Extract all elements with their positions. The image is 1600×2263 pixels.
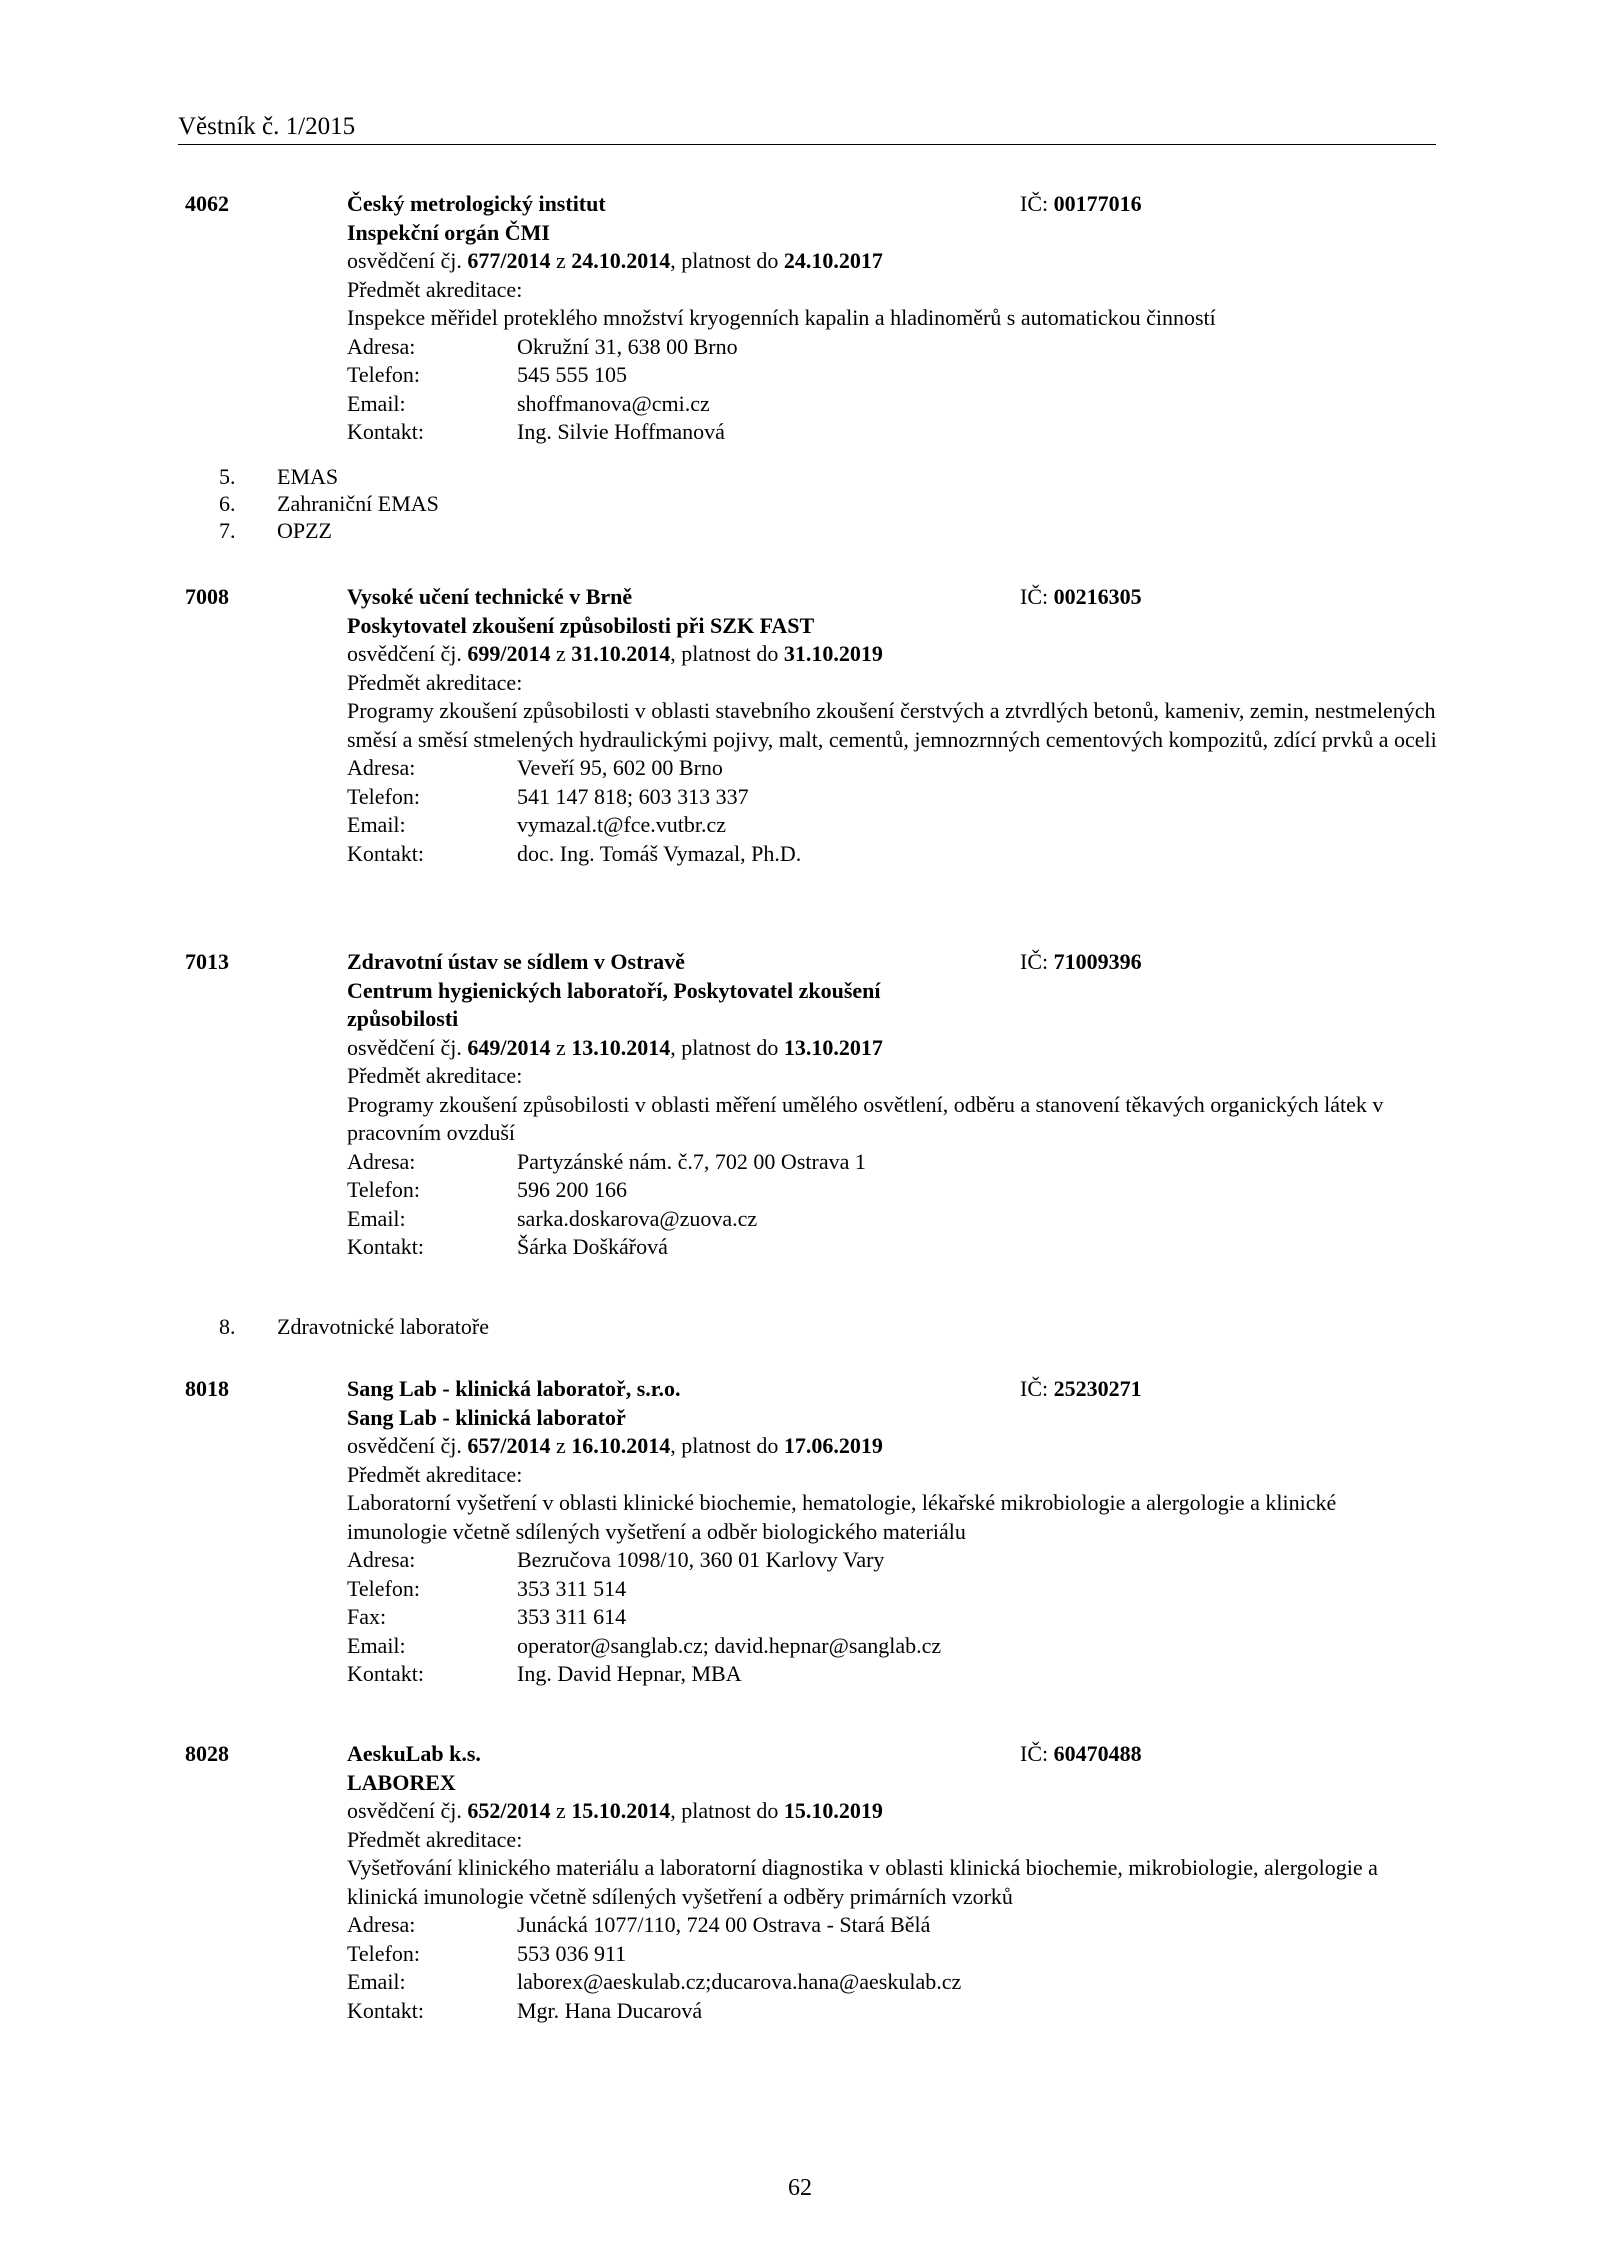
cert-prefix: osvědčení čj. <box>347 641 462 666</box>
contact-field-row <box>347 1660 1437 1689</box>
field-label: Telefon: <box>347 783 420 809</box>
entry-number: 8028 <box>185 1741 229 1766</box>
field-value: 545 555 105 <box>517 362 627 387</box>
section-label: OPZZ <box>277 518 332 543</box>
entry-body <box>347 1375 1437 1689</box>
contact-field-row <box>347 1205 1437 1234</box>
field-value: Veveří 95, 602 00 Brno <box>517 755 723 780</box>
field-value: sarka.doskarova@zuova.cz <box>517 1205 758 1231</box>
subject-label: Předmět akreditace: <box>347 276 523 302</box>
cert-valid-until: 31.10.2019 <box>783 641 883 666</box>
cert-z: z <box>555 1798 566 1823</box>
subject-text: Inspekce měřidel proteklého množství kryogenních kapalin a hladinoměrů s automatickou činností <box>347 305 1216 330</box>
entry-body <box>347 948 1437 1262</box>
ic-number <box>1020 948 1142 977</box>
contact-field-row <box>347 1632 1437 1661</box>
ic-value: 60470488 <box>1053 1741 1142 1766</box>
field-label: Kontakt: <box>347 1997 424 2023</box>
field-value: Partyzánské nám. č.7, 702 00 Ostrava 1 <box>517 1148 866 1174</box>
cert-date: 13.10.2014 <box>571 1034 671 1060</box>
subject-label: Předmět akreditace: <box>347 1461 523 1487</box>
field-value: Junácká 1077/110, 724 00 Ostrava - Stará Bělá <box>517 1912 931 1937</box>
section-label: EMAS <box>277 464 339 489</box>
field-value: vymazal.t@fce.vutbr.cz <box>517 812 726 837</box>
field-label: Kontakt: <box>347 840 424 866</box>
section-label: Zdravotnické laboratoře <box>277 1314 489 1339</box>
entity-name: Vysoké učení technické v Brně <box>347 584 633 609</box>
contact-field-row <box>347 333 1437 362</box>
entity-name: Sang Lab - klinická laboratoř, s.r.o. <box>347 1376 681 1401</box>
cert-valid-until: 15.10.2019 <box>783 1798 883 1823</box>
entry-body <box>347 190 1437 447</box>
subject-text: Programy zkoušení způsobilosti v oblasti stavebního zkoušení čerstvých a ztvrdlých betonů, kameniv, zemin, nestmelených směsí a směsí stmelených hydraulickými pojivy, malt, cementů, jemnozrnných cementových kompozitů, zdící prvků a oceli <box>347 698 1437 752</box>
field-label: Telefon: <box>347 1575 420 1601</box>
field-label: Telefon: <box>347 1177 420 1202</box>
field-value: laborex@aeskulab.cz;ducarova.hana@aeskulab.cz <box>517 1969 962 1994</box>
section-item <box>219 517 439 544</box>
cert-date: 24.10.2014 <box>571 248 671 273</box>
section-list-health-labs <box>219 1313 489 1340</box>
field-value: operator@sanglab.cz; david.hepnar@sanglab.cz <box>517 1632 942 1658</box>
field-label: Telefon: <box>347 362 420 387</box>
ic-value: 00216305 <box>1053 584 1142 609</box>
subject-label: Předmět akreditace: <box>347 1063 523 1088</box>
cert-validity-label: , platnost do <box>670 1433 779 1458</box>
certificate-line <box>347 640 1437 669</box>
entity-name-row <box>347 948 1437 977</box>
cert-z: z <box>555 1034 566 1060</box>
cert-validity-label: , platnost do <box>670 1798 779 1823</box>
section-item <box>219 1313 489 1340</box>
field-value: doc. Ing. Tomáš Vymazal, Ph.D. <box>517 840 802 866</box>
contact-field-row <box>347 418 1437 447</box>
cert-number: 652/2014 <box>467 1798 551 1823</box>
field-value: Mgr. Hana Ducarová <box>517 1997 703 2023</box>
contact-field-row <box>347 1546 1437 1575</box>
ic-label: IČ: <box>1020 1741 1049 1766</box>
cert-prefix: osvědčení čj. <box>347 1034 462 1060</box>
field-label: Adresa: <box>347 1912 416 1937</box>
contact-field-row <box>347 754 1437 783</box>
subname-line: Sang Lab - klinická laboratoř <box>347 1404 626 1430</box>
page-number: 62 <box>788 2175 812 2201</box>
section-item <box>219 463 439 490</box>
contact-field-row <box>347 811 1437 840</box>
cert-z: z <box>555 641 566 666</box>
field-label: Adresa: <box>347 333 416 359</box>
certificate-line <box>347 1034 1437 1063</box>
field-value: 553 036 911 <box>517 1940 627 1966</box>
entity-name: Český metrologický institut <box>347 191 606 216</box>
contact-field-row <box>347 1911 1437 1940</box>
entry-number: 8018 <box>185 1376 229 1401</box>
subname-line: Poskytovatel zkoušení způsobilosti při SZK FAST <box>347 612 815 638</box>
ic-label: IČ: <box>1020 1376 1049 1401</box>
subject-text: Programy zkoušení způsobilosti v oblasti měření umělého osvětlení, odběru a stanovení těkavých organických látek v pracovním ovzduší <box>347 1091 1384 1145</box>
entry-number: 7008 <box>185 584 229 609</box>
section-number: 7. <box>219 518 236 543</box>
cert-valid-until: 13.10.2017 <box>783 1034 883 1060</box>
subname-line: způsobilosti <box>347 1006 459 1031</box>
field-label: Email: <box>347 390 406 416</box>
entry-number: 4062 <box>185 191 229 216</box>
field-label: Kontakt: <box>347 1661 424 1686</box>
cert-validity-label: , platnost do <box>670 641 779 666</box>
cert-date: 15.10.2014 <box>571 1798 671 1823</box>
certificate-line <box>347 1432 1437 1461</box>
certificate-line <box>347 247 1437 276</box>
subject-text: Vyšetřování klinického materiálu a laboratorní diagnostika v oblasti klinická biochemie, mikrobiologie, alergologie a klinická imunologie včetně sdílených vyšetření a odběry primárních vzorků <box>347 1855 1378 1909</box>
section-number: 8. <box>219 1314 236 1339</box>
subname-line: LABOREX <box>347 1769 456 1795</box>
section-label: Zahraniční EMAS <box>277 491 439 516</box>
cert-date: 16.10.2014 <box>571 1433 671 1458</box>
ic-label: IČ: <box>1020 949 1049 974</box>
entity-name: Zdravotní ústav se sídlem v Ostravě <box>347 949 685 974</box>
ic-number <box>1020 190 1142 219</box>
cert-number: 657/2014 <box>467 1433 551 1458</box>
ic-value: 00177016 <box>1053 191 1142 216</box>
entity-name: AeskuLab k.s. <box>347 1741 481 1766</box>
subname-line: Inspekční orgán ČMI <box>347 219 550 245</box>
field-value: 596 200 166 <box>517 1177 627 1202</box>
contact-field-row <box>347 361 1437 390</box>
ic-value: 71009396 <box>1053 949 1142 974</box>
entity-name-row <box>347 1375 1437 1404</box>
contact-field-row <box>347 783 1437 812</box>
field-label: Email: <box>347 812 406 837</box>
contact-field-row <box>347 1148 1437 1177</box>
section-number: 6. <box>219 491 236 516</box>
subject-text: Laboratorní vyšetření v oblasti klinické biochemie, hematologie, lékařské mikrobiologie a alergologie a klinické imunologie včetně sdílených vyšetření a odběr biologického materiálu <box>347 1490 1337 1544</box>
ic-number <box>1020 1375 1142 1404</box>
cert-prefix: osvědčení čj. <box>347 248 462 273</box>
field-value: 353 311 614 <box>517 1604 627 1629</box>
field-label: Telefon: <box>347 1940 420 1966</box>
page-header <box>178 112 1436 145</box>
ic-value: 25230271 <box>1053 1376 1142 1401</box>
subject-label: Předmět akreditace: <box>347 1826 523 1852</box>
field-value: Šárka Doškářová <box>517 1234 668 1259</box>
field-label: Kontakt: <box>347 1234 424 1259</box>
cert-validity-label: , platnost do <box>670 248 779 273</box>
cert-valid-until: 17.06.2019 <box>783 1433 883 1458</box>
entity-name-row <box>347 583 1437 612</box>
contact-field-row <box>347 1968 1437 1997</box>
entry-body <box>347 1740 1437 2025</box>
field-label: Fax: <box>347 1604 387 1629</box>
section-number: 5. <box>219 464 236 489</box>
field-value: Bezručova 1098/10, 360 01 Karlovy Vary <box>517 1547 885 1572</box>
entity-name-row <box>347 190 1437 219</box>
cert-number: 699/2014 <box>467 641 551 666</box>
field-label: Email: <box>347 1969 406 1994</box>
cert-number: 649/2014 <box>467 1034 551 1060</box>
cert-z: z <box>555 1433 566 1458</box>
cert-valid-until: 24.10.2017 <box>783 248 883 273</box>
entry-number: 7013 <box>185 949 229 974</box>
field-label: Email: <box>347 1632 406 1658</box>
field-label: Adresa: <box>347 755 416 780</box>
entry-body <box>347 583 1437 868</box>
ic-label: IČ: <box>1020 584 1049 609</box>
entity-name-row <box>347 1740 1437 1769</box>
cert-prefix: osvědčení čj. <box>347 1433 462 1458</box>
ic-number <box>1020 1740 1142 1769</box>
cert-validity-label: , platnost do <box>670 1034 779 1060</box>
cert-prefix: osvědčení čj. <box>347 1798 462 1823</box>
field-label: Adresa: <box>347 1148 416 1174</box>
ic-number <box>1020 583 1142 612</box>
field-value: shoffmanova@cmi.cz <box>517 390 710 416</box>
section-list-emas-opzz <box>219 463 439 544</box>
cert-number: 677/2014 <box>467 248 551 273</box>
ic-label: IČ: <box>1020 191 1049 216</box>
contact-field-row <box>347 1997 1437 2026</box>
field-label: Kontakt: <box>347 419 424 444</box>
contact-field-row <box>347 1940 1437 1969</box>
certificate-line <box>347 1797 1437 1826</box>
cert-z: z <box>555 248 566 273</box>
field-value: Ing. Silvie Hoffmanová <box>517 419 725 444</box>
subname-line: Centrum hygienických laboratoří, Poskytovatel zkoušení <box>347 977 881 1003</box>
field-label: Adresa: <box>347 1547 416 1572</box>
field-value: 353 311 514 <box>517 1575 627 1601</box>
section-item <box>219 490 439 517</box>
field-value: Ing. David Hepnar, MBA <box>517 1661 742 1686</box>
contact-field-row <box>347 1176 1437 1205</box>
contact-field-row <box>347 1575 1437 1604</box>
contact-field-row <box>347 840 1437 869</box>
contact-field-row <box>347 1233 1437 1262</box>
field-value: Okružní 31, 638 00 Brno <box>517 333 738 359</box>
cert-date: 31.10.2014 <box>571 641 671 666</box>
journal-title: Věstník č. 1/2015 <box>178 113 356 140</box>
field-value: 541 147 818; 603 313 337 <box>517 783 749 809</box>
subject-label: Předmět akreditace: <box>347 669 523 695</box>
field-label: Email: <box>347 1205 406 1231</box>
contact-field-row <box>347 390 1437 419</box>
contact-field-row <box>347 1603 1437 1632</box>
